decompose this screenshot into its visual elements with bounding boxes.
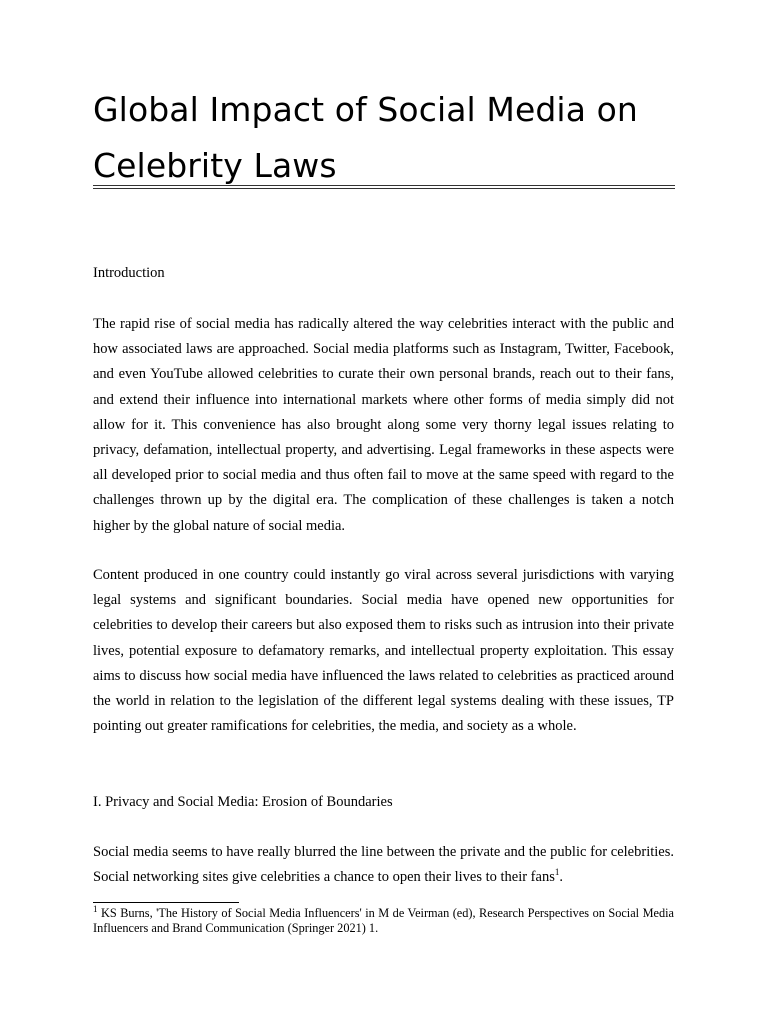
intro-paragraph-1: The rapid rise of social media has radically altered the way celebrities interact with the public and how associated laws are approached. Social media platforms such as Instagram, Twitter, Facebook, and even YouTube allowed celebrities to curate their own personal brands, reach out to their fans, and extend their influence into international markets where other forms of media simply did not allow for it. This convenience has also brought along some very thorny legal issues relating to privacy, defamation, intellectual property, and advertising. Legal frameworks in these aspects were all developed prior to social media and thus often fail to move at the same speed with regard to the challenges thrown up by the digital era. The complication of these challenges is taken a notch higher by the global nature of social media. <box>93 316 674 534</box>
document-title: Global Impact of Social Media on Celebrity Laws <box>93 90 638 185</box>
footnote-separator <box>93 902 239 903</box>
privacy-paragraph-1 <box>93 840 674 890</box>
introduction-heading: Introduction <box>93 265 165 281</box>
intro-paragraph-2: Content produced in one country could instantly go viral across several jurisdictions with varying legal systems and significant boundaries. Social media have opened new opportunities for celebrities to develop their careers but also exposed them to risks such as intrusion into their private lives, potential exposure to defamatory remarks, and intellectual property exploitation. This essay aims to discuss how social media have influenced the laws related to celebrities as practiced around the world in relation to the legislation of the different legal systems dealing with these issues, TP pointing out greater ramifications for celebrities, the media, and society as a whole. <box>93 567 674 735</box>
privacy-section-heading: I. Privacy and Social Media: Erosion of Boundaries <box>93 794 393 810</box>
privacy-paragraph-text: Social media seems to have really blurred the line between the private and the public for celebrities. Social networking sites give celebrities a chance to open their lives to their fans <box>93 844 674 886</box>
title-underline <box>93 185 675 189</box>
privacy-paragraph-end: . <box>559 869 563 886</box>
footnote-reference[interactable]: 1 <box>554 867 560 878</box>
footnote-number: 1 <box>93 903 98 914</box>
footnote-text: KS Burns, 'The History of Social Media Influencers' in M de Veirman (ed), Research Perspectives on Social Media Influencers and Brand Communication (Springer 2021) 1. <box>93 906 674 935</box>
footnote-1 <box>93 903 674 936</box>
